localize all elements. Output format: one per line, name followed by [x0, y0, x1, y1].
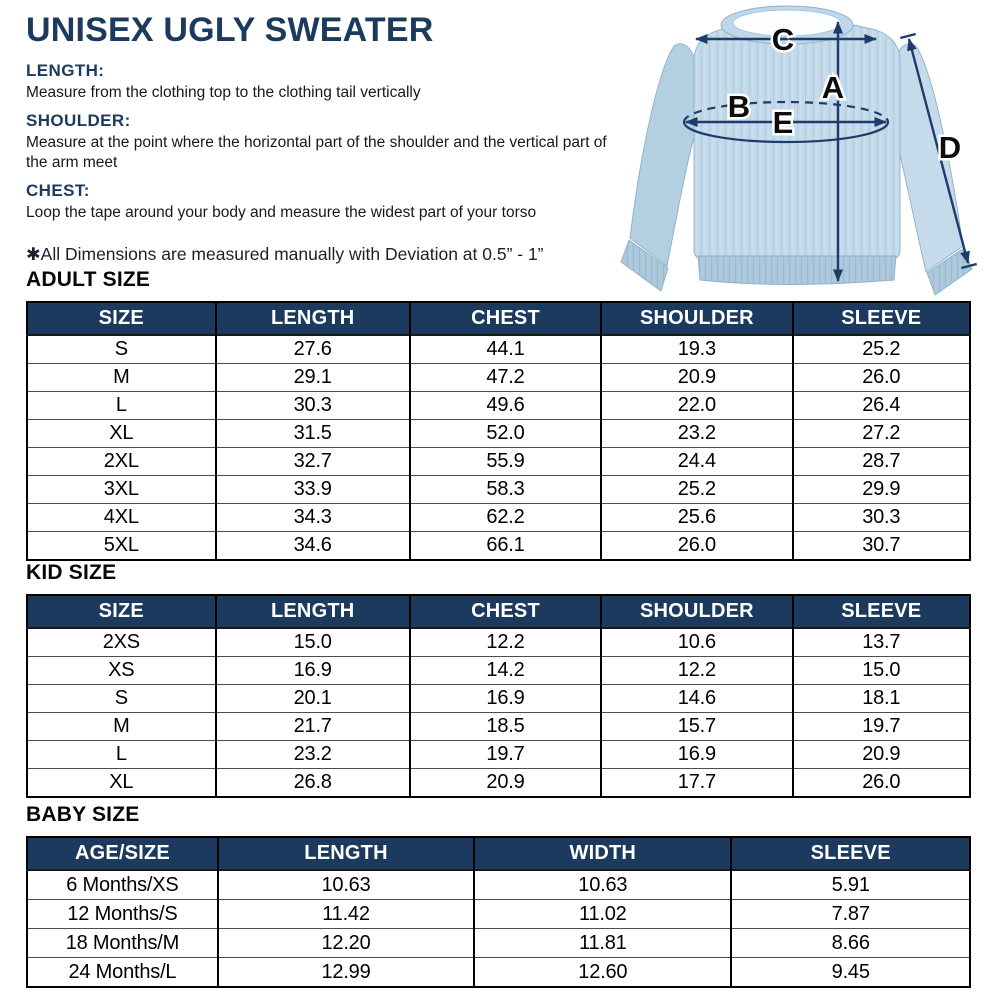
- value-cell: 30.3: [793, 504, 970, 532]
- value-cell: 5.91: [731, 870, 970, 900]
- table-row: [27, 532, 970, 561]
- value-cell: 28.7: [793, 448, 970, 476]
- column-header: CHEST: [410, 302, 601, 335]
- header-row: [27, 837, 970, 870]
- table-row: [27, 628, 970, 657]
- size-cell: L: [27, 741, 216, 769]
- value-cell: 7.87: [731, 900, 970, 929]
- label-c: C: [771, 22, 795, 57]
- size-cell: XS: [27, 657, 216, 685]
- value-cell: 25.2: [793, 335, 970, 364]
- column-header: LENGTH: [218, 837, 474, 870]
- size-cell: 12 Months/S: [27, 900, 218, 929]
- measure-guide: [26, 60, 641, 223]
- size-cell: 5XL: [27, 532, 216, 561]
- column-header: SHOULDER: [601, 595, 792, 628]
- value-cell: 12.20: [218, 929, 474, 958]
- column-header: SHOULDER: [601, 302, 792, 335]
- value-cell: 19.3: [601, 335, 792, 364]
- column-header: SLEEVE: [793, 595, 970, 628]
- table-row: [27, 364, 970, 392]
- sleeve-arrow-d-tick-top: [900, 34, 915, 38]
- column-header: SLEEVE: [793, 302, 970, 335]
- value-cell: 26.8: [216, 769, 410, 798]
- column-header: CHEST: [410, 595, 601, 628]
- guide-heading-chest: CHEST:: [26, 181, 90, 200]
- size-cell: 6 Months/XS: [27, 870, 218, 900]
- value-cell: 30.3: [216, 392, 410, 420]
- size-cell: XL: [27, 769, 216, 798]
- column-header: LENGTH: [216, 595, 410, 628]
- column-header: SLEEVE: [731, 837, 970, 870]
- size-cell: S: [27, 685, 216, 713]
- value-cell: 25.6: [601, 504, 792, 532]
- value-cell: 20.1: [216, 685, 410, 713]
- value-cell: 18.5: [410, 713, 601, 741]
- label-e: E: [772, 105, 794, 140]
- value-cell: 47.2: [410, 364, 601, 392]
- column-header: SIZE: [27, 595, 216, 628]
- value-cell: 23.2: [601, 420, 792, 448]
- value-cell: 26.4: [793, 392, 970, 420]
- table-row: [27, 929, 970, 958]
- value-cell: 11.42: [218, 900, 474, 929]
- value-cell: 27.6: [216, 335, 410, 364]
- table-row: [27, 741, 970, 769]
- size-cell: 18 Months/M: [27, 929, 218, 958]
- value-cell: 8.66: [731, 929, 970, 958]
- guide-heading-length: LENGTH:: [26, 61, 105, 80]
- table-row: [27, 958, 970, 988]
- value-cell: 22.0: [601, 392, 792, 420]
- table-row: [27, 448, 970, 476]
- value-cell: 16.9: [410, 685, 601, 713]
- label-b: B: [727, 89, 751, 124]
- header-row: [27, 302, 970, 335]
- value-cell: 20.9: [793, 741, 970, 769]
- size-cell: XL: [27, 420, 216, 448]
- baby-size-heading: BABY SIZE: [26, 803, 140, 826]
- column-header: WIDTH: [474, 837, 731, 870]
- table-row: [27, 713, 970, 741]
- baby-size-section: [26, 803, 971, 988]
- page-title: UNISEX UGLY SWEATER: [26, 11, 434, 49]
- value-cell: 30.7: [793, 532, 970, 561]
- value-cell: 14.6: [601, 685, 792, 713]
- value-cell: 10.6: [601, 628, 792, 657]
- value-cell: 23.2: [216, 741, 410, 769]
- value-cell: 12.99: [218, 958, 474, 988]
- value-cell: 14.2: [410, 657, 601, 685]
- deviation-note: ✱All Dimensions are measured manually with Deviation at 0.5” - 1”: [26, 244, 544, 264]
- value-cell: 17.7: [601, 769, 792, 798]
- value-cell: 13.7: [793, 628, 970, 657]
- sweater-illustration: [621, 6, 972, 295]
- guide-text-chest: Loop the tape around your body and measure the widest part of your torso: [26, 204, 537, 221]
- value-cell: 16.9: [216, 657, 410, 685]
- table-row: [27, 870, 970, 900]
- value-cell: 16.9: [601, 741, 792, 769]
- value-cell: 26.0: [793, 769, 970, 798]
- value-cell: 12.60: [474, 958, 731, 988]
- value-cell: 12.2: [601, 657, 792, 685]
- adult-size-section: [26, 268, 971, 561]
- size-cell: 3XL: [27, 476, 216, 504]
- value-cell: 58.3: [410, 476, 601, 504]
- table-row: [27, 335, 970, 364]
- value-cell: 9.45: [731, 958, 970, 988]
- value-cell: 15.0: [793, 657, 970, 685]
- value-cell: 20.9: [601, 364, 792, 392]
- value-cell: 34.3: [216, 504, 410, 532]
- value-cell: 31.5: [216, 420, 410, 448]
- guide-text-length: Measure from the clothing top to the clothing tail vertically: [26, 84, 421, 101]
- value-cell: 55.9: [410, 448, 601, 476]
- size-cell: 24 Months/L: [27, 958, 218, 988]
- value-cell: 11.81: [474, 929, 731, 958]
- value-cell: 18.1: [793, 685, 970, 713]
- value-cell: 29.9: [793, 476, 970, 504]
- intro-block: [26, 10, 641, 265]
- value-cell: 44.1: [410, 335, 601, 364]
- label-a: A: [821, 70, 845, 105]
- kid-size-heading: KID SIZE: [26, 561, 117, 584]
- value-cell: 15.7: [601, 713, 792, 741]
- table-row: [27, 769, 970, 798]
- column-header: AGE/SIZE: [27, 837, 218, 870]
- table-row: [27, 685, 970, 713]
- kid-size-table: [26, 594, 971, 798]
- value-cell: 62.2: [410, 504, 601, 532]
- column-header: LENGTH: [216, 302, 410, 335]
- value-cell: 34.6: [216, 532, 410, 561]
- value-cell: 20.9: [410, 769, 601, 798]
- value-cell: 24.4: [601, 448, 792, 476]
- label-d: D: [938, 130, 962, 165]
- value-cell: 19.7: [793, 713, 970, 741]
- guide-text-shoulder: Measure at the point where the horizontal part of the shoulder and the vertical part of the arm meet: [26, 134, 607, 171]
- value-cell: 26.0: [601, 532, 792, 561]
- value-cell: 29.1: [216, 364, 410, 392]
- value-cell: 10.63: [218, 870, 474, 900]
- value-cell: 25.2: [601, 476, 792, 504]
- table-row: [27, 504, 970, 532]
- value-cell: 15.0: [216, 628, 410, 657]
- size-cell: 2XS: [27, 628, 216, 657]
- value-cell: 32.7: [216, 448, 410, 476]
- table-row: [27, 900, 970, 929]
- size-cell: L: [27, 392, 216, 420]
- table-row: [27, 657, 970, 685]
- value-cell: 26.0: [793, 364, 970, 392]
- size-cell: 4XL: [27, 504, 216, 532]
- baby-size-table: [26, 836, 971, 988]
- left-sleeve: [630, 44, 696, 266]
- table-row: [27, 392, 970, 420]
- kid-size-section: [26, 561, 971, 798]
- value-cell: 33.9: [216, 476, 410, 504]
- size-cell: M: [27, 713, 216, 741]
- value-cell: 27.2: [793, 420, 970, 448]
- value-cell: 21.7: [216, 713, 410, 741]
- value-cell: 52.0: [410, 420, 601, 448]
- value-cell: 12.2: [410, 628, 601, 657]
- value-cell: 11.02: [474, 900, 731, 929]
- table-row: [27, 420, 970, 448]
- guide-heading-shoulder: SHOULDER:: [26, 111, 131, 130]
- column-header: SIZE: [27, 302, 216, 335]
- size-cell: S: [27, 335, 216, 364]
- value-cell: 19.7: [410, 741, 601, 769]
- size-cell: M: [27, 364, 216, 392]
- value-cell: 49.6: [410, 392, 601, 420]
- value-cell: 66.1: [410, 532, 601, 561]
- value-cell: 10.63: [474, 870, 731, 900]
- table-row: [27, 476, 970, 504]
- adult-size-table: [26, 301, 971, 561]
- sweater-diagram: [620, 0, 1000, 300]
- size-cell: 2XL: [27, 448, 216, 476]
- header-row: [27, 595, 970, 628]
- adult-size-heading: ADULT SIZE: [26, 268, 151, 291]
